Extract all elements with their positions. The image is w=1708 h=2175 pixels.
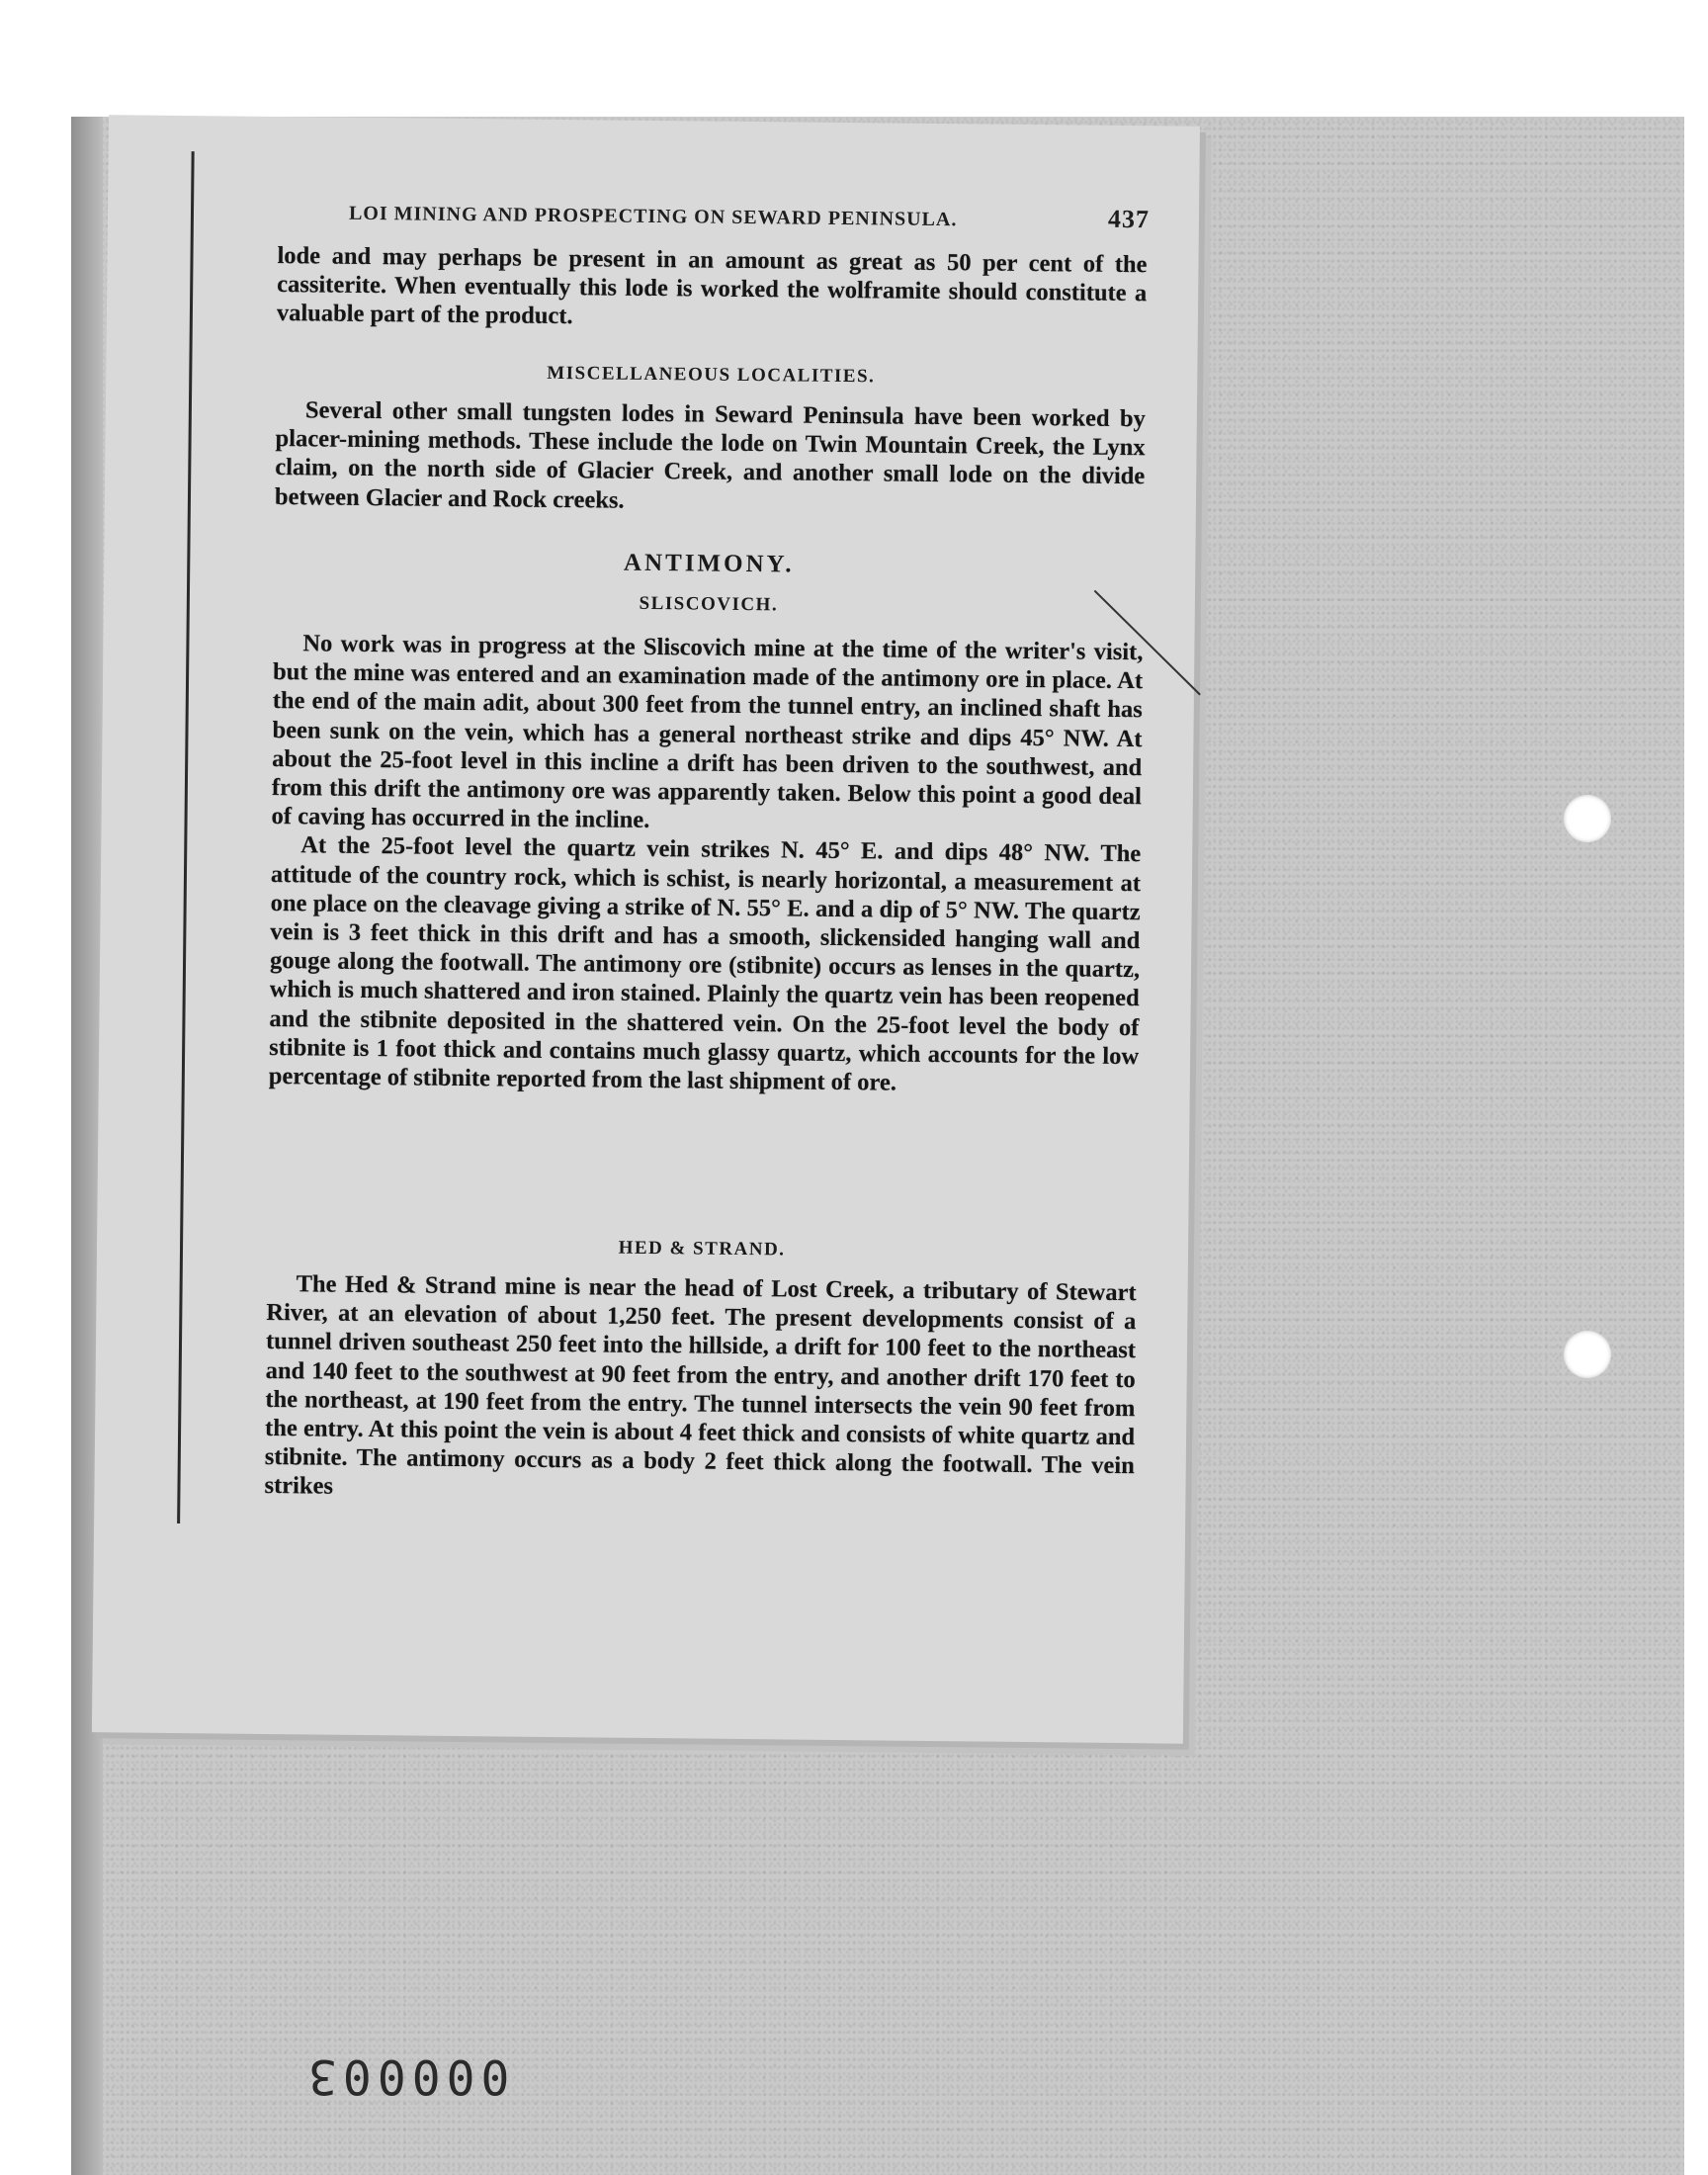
hed-strand-paragraph-block xyxy=(264,1269,1136,1510)
sliscovich-paragraph-1: No work was in progress at the Sliscovich mine at the time of the writer's visit, but the mine was entered and an examination made of the antimony ore in place. At the end of the main adit, about 300 feet from the tunnel entry, an inclined shaft has been sunk on the vein, which has a general northeast strike and dips 45° NW. At about the 25-foot level in this incline a drift has been driven to the southwest, and from this drift the antimony ore was apparently taken. Below this point a good deal of caving has occurred in the incline. xyxy=(271,630,1144,834)
hed-strand-heading: HED & STRAND. xyxy=(618,1237,786,1261)
misc-heading: MISCELLANEOUS LOCALITIES. xyxy=(547,362,876,388)
antimony-heading: ANTIMONY. xyxy=(623,549,795,578)
margin-rule xyxy=(177,151,195,1523)
punch-hole-lower xyxy=(1564,1331,1611,1378)
sliscovich-paragraph-2: At the 25-foot level the quartz vein strikes N. 45° E. and dips 48° NW. The attitude of the country rock, which is schist, is nearly horizontal, a measurement at one place on the cleavage giving a strike of N. 55° E. and a dip of 5° NW. The quartz vein is 3 feet thick in this drift and has a smooth, slickensided hanging wall and gouge along the footwall. The antimony ore (stibnite) occurs as lenses in the quartz, which is much shattered and iron stained. Plainly the quartz vein has been reopened and the stibnite deposited in the shattered vein. On the 25-foot level the body of stibnite is 1 foot thick and contains much glassy quartz, which accounts for the low percentage of stibnite reported from the last shipment of ore. xyxy=(268,831,1142,1096)
misc-paragraph: Several other small tungsten lodes in Seward Peninsula have been worked by placer-mining methods. These include the lode on Twin Mountain Creek, the Lynx claim, on the north side of Glacier Creek, and another small lode on the divide between Glacier and Rock creeks. xyxy=(274,396,1147,514)
punch-hole-upper xyxy=(1564,795,1611,842)
sliscovich-heading: SLISCOVICH. xyxy=(639,592,779,616)
page-header xyxy=(349,197,1150,244)
archive-stamp-number: 000003 xyxy=(302,2048,510,2104)
page-number: 437 xyxy=(1107,204,1151,234)
intro-paragraph-block xyxy=(277,241,1148,337)
sliscovich-paragraphs xyxy=(269,629,1144,1099)
printed-page xyxy=(92,115,1200,1743)
running-head: LOI MINING AND PROSPECTING ON SEWARD PENINSULA. xyxy=(348,202,958,231)
misc-paragraph-block xyxy=(275,395,1146,520)
hed-strand-paragraph: The Hed & Strand mine is near the head of Lost Creek, a tributary of Stewart River, at an elevation of about 1,250 feet. The present developments consist of a tunnel driven southeast 250 feet into the hillside, a drift for 100 feet to the northeast and 140 feet to the southwest at 90 feet from the entry, and another drift 170 feet to the northeast, at 190 feet from the entry. The tunnel intersects the vein 90 feet from the entry. At this point the vein is about 4 feet thick and consists of white quartz and stibnite. The antimony occurs as a body 2 feet thick along the footwall. The vein strikes xyxy=(264,1270,1137,1501)
scan-top-margin xyxy=(0,0,1708,57)
intro-paragraph: lode and may perhaps be present in an amount as great as 50 per cent of the cassiterite. When eventually this lode is worked the wolframite should constitute a valuable part of the product. xyxy=(276,242,1148,330)
